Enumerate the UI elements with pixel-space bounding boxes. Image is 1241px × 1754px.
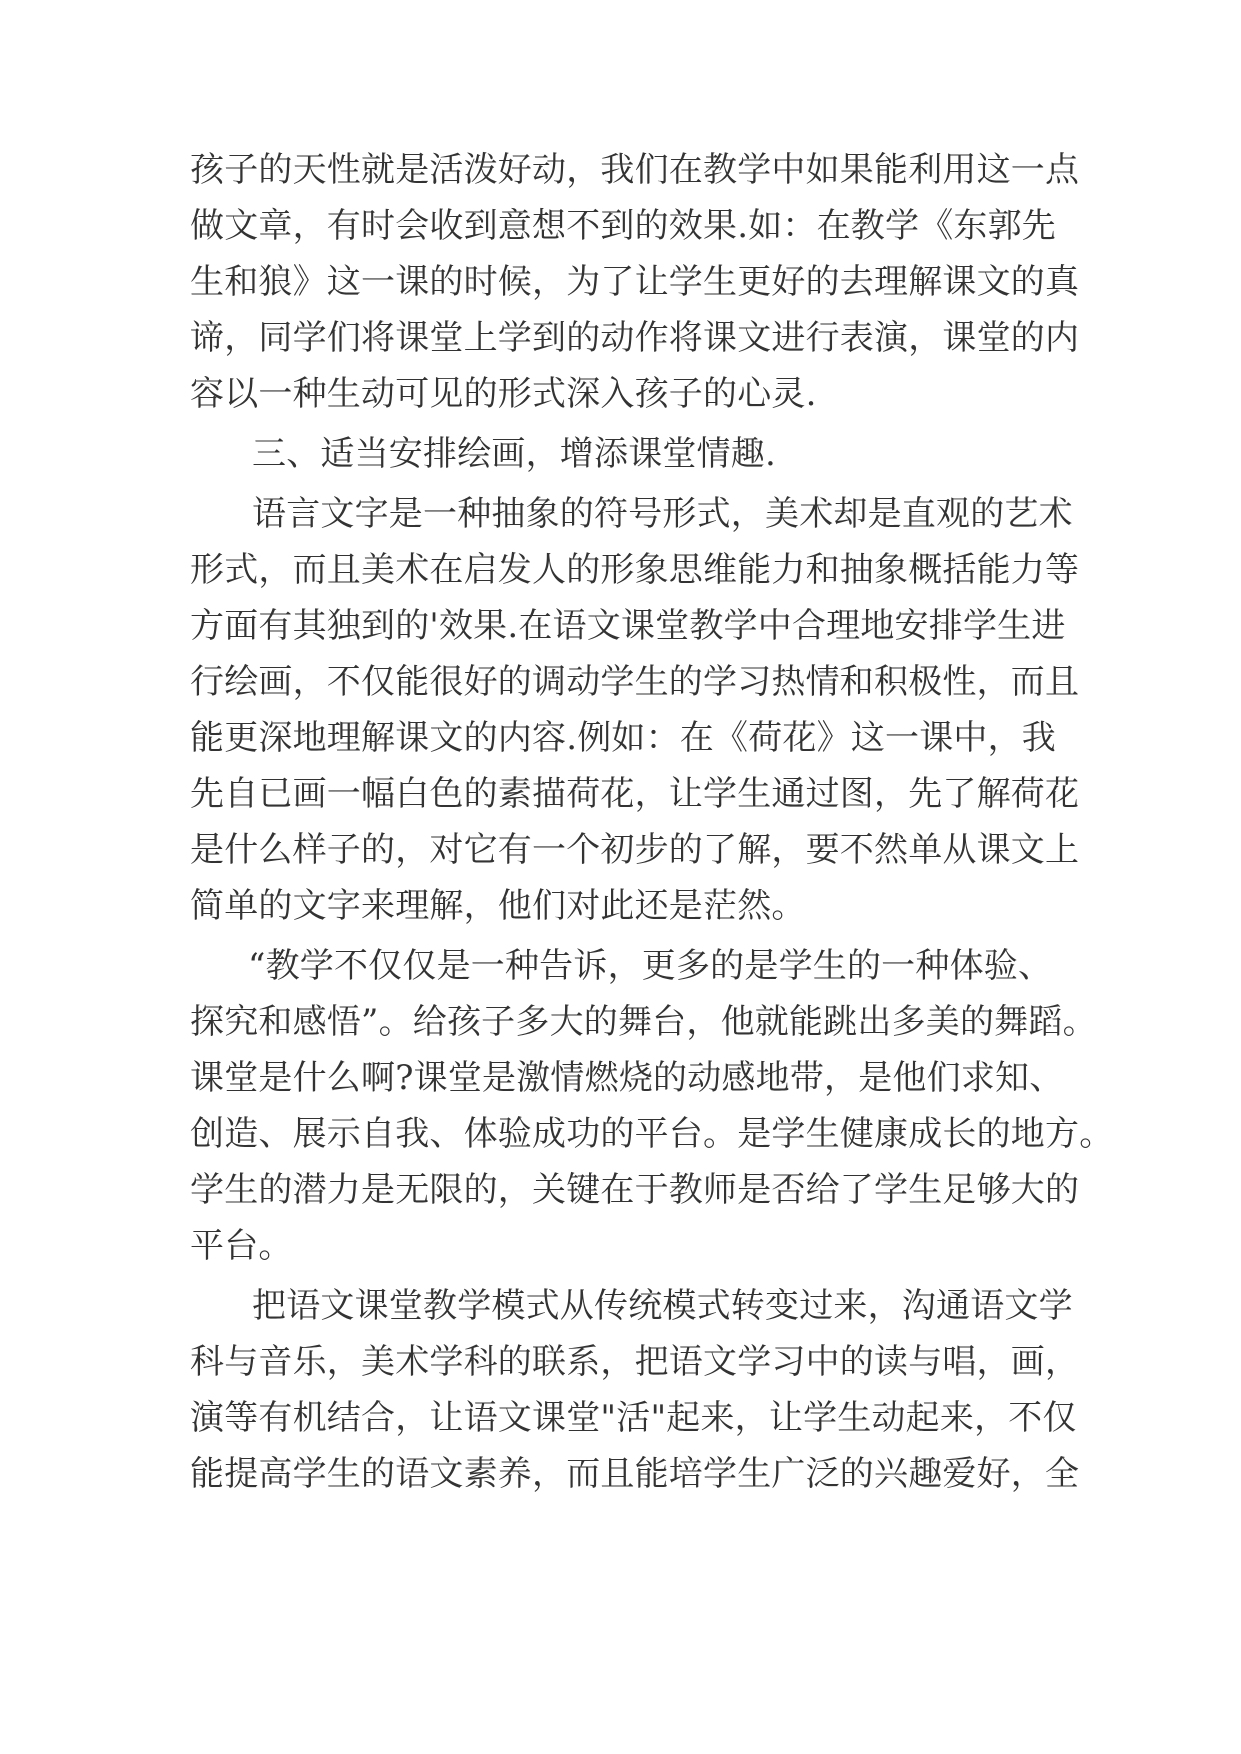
text-line: “教学不仅仅是一种告诉，更多的是学生的一种体验、 bbox=[248, 946, 1053, 986]
text-line: 课堂是什么啊?课堂是激情燃烧的动感地带，是他们求知、 bbox=[190, 1058, 1064, 1098]
text-line: 科与音乐，美术学科的联系，把语文学习中的读与唱，画， bbox=[190, 1342, 1080, 1382]
text-line: 容以一种生动可见的形式深入孩子的心灵. bbox=[190, 374, 817, 414]
text-line: 学生的潜力是无限的，关键在于教师是否给了学生足够大的 bbox=[190, 1170, 1080, 1210]
text-line: 探究和感悟”。给孩子多大的舞台，他就能跳出多美的舞蹈。 bbox=[190, 1002, 1097, 1042]
text-line: 演等有机结合，让语文课堂"活"起来，让学生动起来，不仅 bbox=[190, 1398, 1077, 1438]
section-heading: 三、适当安排绘画，增添课堂情趣. bbox=[252, 434, 777, 474]
text-line: 语言文字是一种抽象的符号形式，美术却是直观的艺术 bbox=[252, 494, 1073, 534]
text-line: 把语文课堂教学模式从传统模式转变过来，沟通语文学 bbox=[252, 1286, 1073, 1326]
text-line: 形式，而且美术在启发人的形象思维能力和抽象概括能力等 bbox=[190, 550, 1080, 590]
text-line: 创造、展示自我、体验成功的平台。是学生健康成长的地方。 bbox=[190, 1114, 1114, 1154]
text-line: 孩子的天性就是活泼好动，我们在教学中如果能利用这一点 bbox=[190, 150, 1080, 190]
text-line: 能提高学生的语文素养，而且能培学生广泛的兴趣爱好，全 bbox=[190, 1454, 1080, 1494]
text-line: 先自已画一幅白色的素描荷花，让学生通过图，先了解荷花 bbox=[190, 774, 1080, 814]
text-line: 平台。 bbox=[190, 1226, 293, 1266]
text-line: 方面有其独到的'效果.在语文课堂教学中合理地安排学生进 bbox=[190, 606, 1066, 646]
text-line: 是什么样子的，对它有一个初步的了解，要不然单从课文上 bbox=[190, 830, 1080, 870]
text-line: 谛，同学们将课堂上学到的动作将课文进行表演，课堂的内 bbox=[190, 318, 1080, 358]
text-line: 简单的文字来理解，他们对此还是茫然。 bbox=[190, 886, 806, 926]
text-line: 生和狼》这一课的时候，为了让学生更好的去理解课文的真 bbox=[190, 262, 1080, 302]
text-line: 行绘画，不仅能很好的调动学生的学习热情和积极性，而且 bbox=[190, 662, 1080, 702]
text-line: 做文章，有时会收到意想不到的效果.如：在教学《东郭先 bbox=[190, 206, 1057, 246]
text-line: 能更深地理解课文的内容.例如：在《荷花》这一课中，我 bbox=[190, 718, 1057, 758]
